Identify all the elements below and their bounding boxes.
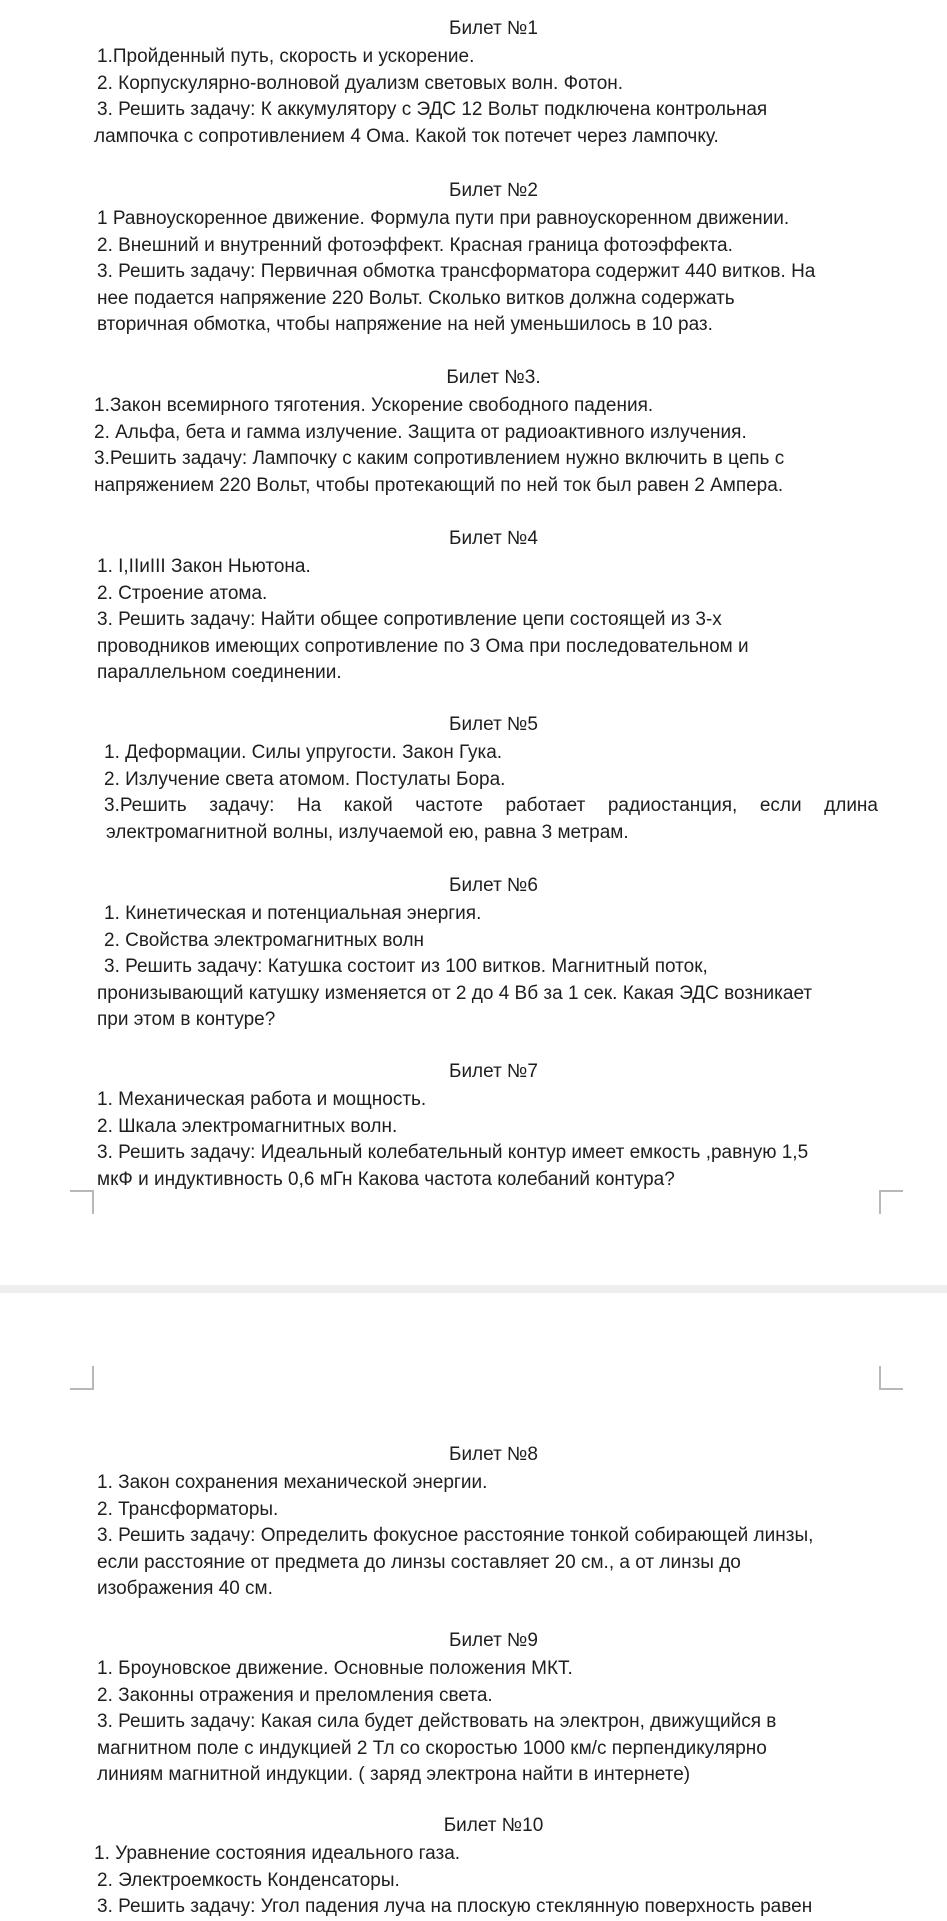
question-line: электромагнитной волны, излучаемой ею, равна 3 метрам. [106, 821, 629, 843]
question-line: вторичная обмотка, чтобы напряжение на ней уменьшилось в 10 раз. [97, 314, 713, 335]
question-line: 1. Уравнение состояния идеального газа. [94, 1843, 461, 1864]
question-line: линиям магнитной индукции. ( заряд электрона найти в интернете) [97, 1764, 691, 1785]
question-line: лампочка с сопротивлением 4 Ома. Какой ток потечет через лампочку. [94, 125, 719, 147]
ticket-title: Билет №4 [448, 528, 539, 549]
ticket-title: Билет №1 [448, 18, 539, 39]
margin-corner-mark [70, 1190, 94, 1214]
question-line: 1. I,IIиIII Закон Ньютона. [97, 556, 311, 577]
question-line: параллельном соединении. [97, 662, 342, 683]
question-line: 1. Деформации. Силы упругости. Закон Гука. [104, 742, 503, 763]
question-line: 3. Решить задачу: Какая сила будет действовать на электрон, движущийся в [97, 1711, 777, 1732]
question-line: 1. Кинетическая и потенциальная энергия. [104, 903, 482, 924]
question-line: 2. Корпускулярно-волновой дуализм световых волн. Фотон. [97, 72, 624, 94]
ticket-5 [0, 712, 947, 846]
ticket-title: Билет №10 [443, 1815, 544, 1836]
ticket-9 [0, 1628, 947, 1789]
ticket-title: Билет №2 [448, 180, 539, 201]
question-line: нее подается напряжение 220 Вольт. Сколько витков должна содержать [97, 287, 735, 309]
question-line: 3. Решить задачу: Идеальный колебательный контур имеет емкость ,равную 1,5 [97, 1142, 809, 1163]
question-line: 3. Решить задачу: Найти общее сопротивление цепи состоящей из 3-х [97, 609, 722, 630]
question-line: 2. Строение атома. [97, 582, 268, 604]
question-line: напряжением 220 Вольт, чтобы протекающий по ней ток был равен 2 Ампера. [94, 474, 784, 496]
question-line: пронизывающий катушку изменяется от 2 до 4 Вб за 1 сек. Какая ЭДС возникает [97, 982, 813, 1004]
question-line: 1 Равноускоренное движение. Формула пути при равноускоренном движении. [97, 208, 790, 229]
ticket-1 [0, 16, 947, 150]
page-separator [0, 1285, 947, 1293]
question-line: при этом в контуре? [97, 1009, 276, 1030]
ticket-title: Билет №9 [448, 1630, 539, 1651]
question-line: 3. Решить задачу: Определить фокусное расстояние тонкой собирающей линзы, [97, 1525, 814, 1546]
question-line: 2. Внешний и внутренний фотоэффект. Красная граница фотоэффекта. [97, 234, 733, 256]
question-line: 1. Механическая работа и мощность. [97, 1089, 427, 1110]
question-line: 2. Свойства электромагнитных волн [104, 929, 425, 951]
ticket-2 [0, 178, 947, 339]
margin-corner-mark [879, 1190, 903, 1214]
ticket-title: Билет №3. [446, 367, 541, 388]
ticket-title: Билет №7 [448, 1061, 539, 1082]
question-line: 3.Решить задачу: На какой частоте работает радиостанция, если длина [104, 795, 878, 816]
question-line: проводников имеющих сопротивление по 3 Ома при последовательном и [97, 635, 749, 657]
question-line: 1. Броуновское движение. Основные положения МКТ. [97, 1658, 573, 1679]
margin-corner-mark [70, 1366, 94, 1390]
question-line: 3. Решить задачу: К аккумулятору с ЭДС 12 Вольт подключена контрольная [97, 99, 768, 120]
ticket-8 [0, 1442, 947, 1603]
ticket-7 [0, 1059, 947, 1193]
margin-corner-mark [879, 1366, 903, 1390]
question-line: 3.Решить задачу: Лампочку с каким сопротивлением нужно включить в цепь с [94, 448, 785, 469]
question-line: 2. Шкала электромагнитных волн. [97, 1115, 398, 1137]
question-line: 2. Законны отражения и преломления света. [97, 1684, 493, 1706]
question-line: 2. Трансформаторы. [97, 1498, 279, 1520]
ticket-6 [0, 873, 947, 1034]
question-line: 3. Решить задачу: Катушка состоит из 100 витков. Магнитный поток, [104, 956, 708, 977]
ticket-4 [0, 526, 947, 687]
ticket-title: Билет №6 [448, 875, 539, 896]
question-line: 2. Альфа, бета и гамма излучение. Защита от радиоактивного излучения. [94, 421, 747, 443]
question-line: 1. Закон сохранения механической энергии. [97, 1472, 488, 1493]
question-line: 2. Излучение света атомом. Постулаты Бора. [104, 768, 506, 790]
ticket-3 [0, 365, 947, 499]
question-line: мкФ и индуктивность 0,6 мГн Какова частота колебаний контура? [97, 1168, 675, 1190]
ticket-title: Билет №5 [448, 714, 539, 735]
question-line: если расстояние от предмета до линзы составляет 20 см., а от линзы до [97, 1551, 741, 1573]
question-line: 1.Пройденный путь, скорость и ускорение. [97, 46, 475, 67]
ticket-title: Билет №8 [448, 1444, 539, 1465]
question-line: 2. Электроемкость Конденсаторы. [97, 1869, 400, 1891]
question-line: 1.Закон всемирного тяготения. Ускорение свободного падения. [94, 395, 654, 416]
question-line: 3. Решить задачу: Угол падения луча на плоскую стеклянную поверхность равен [97, 1896, 813, 1917]
question-line: 3. Решить задачу: Первичная обмотка трансформатора содержит 440 витков. На [97, 261, 816, 282]
ticket-10 [0, 1813, 947, 1921]
question-line: изображения 40 см. [97, 1578, 273, 1599]
question-line: магнитном поле с индукцией 2 Тл со скоростью 1000 км/с перпендикулярно [97, 1737, 767, 1759]
